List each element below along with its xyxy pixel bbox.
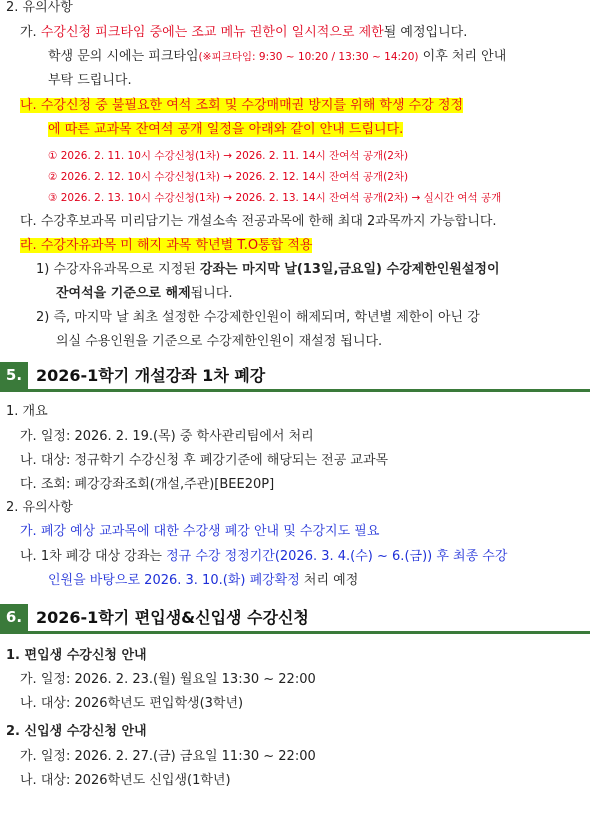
schedule-item-2: ② 2026. 2. 12. 10시 수강신청(1차) → 2026. 2. 12. 14시 잔여석 공개(2차) (48, 171, 409, 183)
notes-heading: 2. 유의사항 (6, 0, 73, 15)
note-na-line1: 나. 수강신청 중 불필요한 여석 조회 및 수강매매권 방지를 위해 학생 수강 정정 (20, 98, 464, 113)
s5-note-na (20, 547, 507, 567)
s6-freshman-schedule: 가. 일정: 2026. 2. 27.(금) 금요일 11:30 ~ 22:00 (20, 749, 316, 764)
note-ra-1 (36, 260, 500, 280)
note-ra-1-line2 (56, 284, 232, 304)
section-6-title: 2026-1학기 편입생&신입생 수강신청 (36, 608, 309, 627)
s5-schedule: 가. 일정: 2026. 2. 19.(목) 중 학사관리팀에서 처리 (20, 429, 314, 444)
s6-freshman-heading: 2. 신입생 수강신청 안내 (6, 724, 147, 739)
note-ra-1a: 1) 수강자유과목으로 지정된 (36, 262, 200, 277)
peak-time-note: (※피크타임: 9:30 ~ 10:20 / 13:30 ~ 14:20) (198, 51, 419, 63)
section-6-number: 6. (0, 604, 28, 631)
note-na-line2: 에 따른 교과목 잔여석 공개 일정을 아래와 같이 안내 드립니다. (48, 122, 404, 137)
s5-lookup: 다. 조회: 폐강강좌조회(개설,주관)[BEE20P] (20, 477, 275, 492)
s6-transfer-schedule: 가. 일정: 2026. 2. 23.(월) 월요일 13:30 ~ 22:00 (20, 672, 316, 687)
note-ga-line2 (48, 47, 506, 67)
note-ra: 라. 수강자유과목 미 해지 과목 학년별 T.O통합 적용 (20, 238, 313, 253)
note-ra-1c: 잔여석을 기준으로 해제 (56, 286, 191, 301)
s5-note-na-b: 정규 수강 정정기간(2026. 3. 4.(수) ~ 6.(금)) 후 최종 수강 (166, 549, 508, 564)
section-6-header (0, 604, 590, 634)
note-da: 다. 수강후보과목 미리담기는 개설소속 전공과목에 한해 최대 2과목까지 가능합니다. (20, 214, 497, 229)
section-5-title: 2026-1학기 개설강좌 1차 폐강 (36, 366, 266, 385)
note-ga-rest: 될 예정입니다. (383, 25, 468, 40)
s6-transfer-heading: 1. 편입생 수강신청 안내 (6, 648, 147, 663)
section-5-number: 5. (0, 362, 28, 389)
note-ra-1b: 강좌는 마지막 날(13일,금요일) 수강제한인원설정이 (199, 262, 500, 277)
s5-note-ga: 가. 폐강 예상 교과목에 대한 수강생 폐강 안내 및 수강지도 필요 (20, 524, 380, 539)
s6-freshman-target: 나. 대상: 2026학년도 신입생(1학년) (20, 773, 231, 788)
s5-note-na-d: 처리 예정 (299, 573, 359, 588)
s5-target: 나. 대상: 정규학기 수강신청 후 폐강기준에 해당되는 전공 교과목 (20, 453, 389, 468)
section-5-header (0, 362, 590, 392)
note-ga (20, 23, 467, 43)
note-ra-2: 2) 즉, 마지막 날 최초 설정한 수강제한인원이 해제되며, 학년별 제한이 아닌 강 (36, 310, 480, 325)
note-ra-1d: 됩니다. (190, 286, 233, 301)
s5-note-na-line2 (48, 571, 358, 591)
s6-transfer-target: 나. 대상: 2026학년도 편입학생(3학년) (20, 696, 244, 711)
s5-overview-heading: 1. 개요 (6, 404, 48, 419)
note-ga-line3: 부탁 드립니다. (48, 73, 132, 88)
s5-note-na-a: 나. 1차 폐강 대상 강좌는 (20, 549, 167, 564)
note-ga-line2a: 학생 문의 시에는 피크타임 (48, 49, 199, 64)
note-ga-restriction: 수강신청 피크타임 중에는 조교 메뉴 권한이 일시적으로 제한 (40, 25, 384, 40)
schedule-item-1: ① 2026. 2. 11. 10시 수강신청(1차) → 2026. 2. 11. 14시 잔여석 공개(2차) (48, 150, 409, 162)
s5-notes-heading: 2. 유의사항 (6, 500, 73, 515)
note-ga-label: 가. (20, 25, 37, 40)
note-ra-2-line2: 의실 수용인원을 기준으로 수강제한인원이 재설정 됩니다. (56, 334, 383, 349)
schedule-item-3: ③ 2026. 2. 13. 10시 수강신청(1차) → 2026. 2. 13. 14시 잔여석 공개(2차) → 실시간 여석 공개 (48, 192, 502, 204)
note-ga-line2b: 이후 처리 안내 (418, 49, 507, 64)
s5-note-na-c: 인원을 바탕으로 2026. 3. 10.(화) 폐강확정 (48, 573, 300, 588)
